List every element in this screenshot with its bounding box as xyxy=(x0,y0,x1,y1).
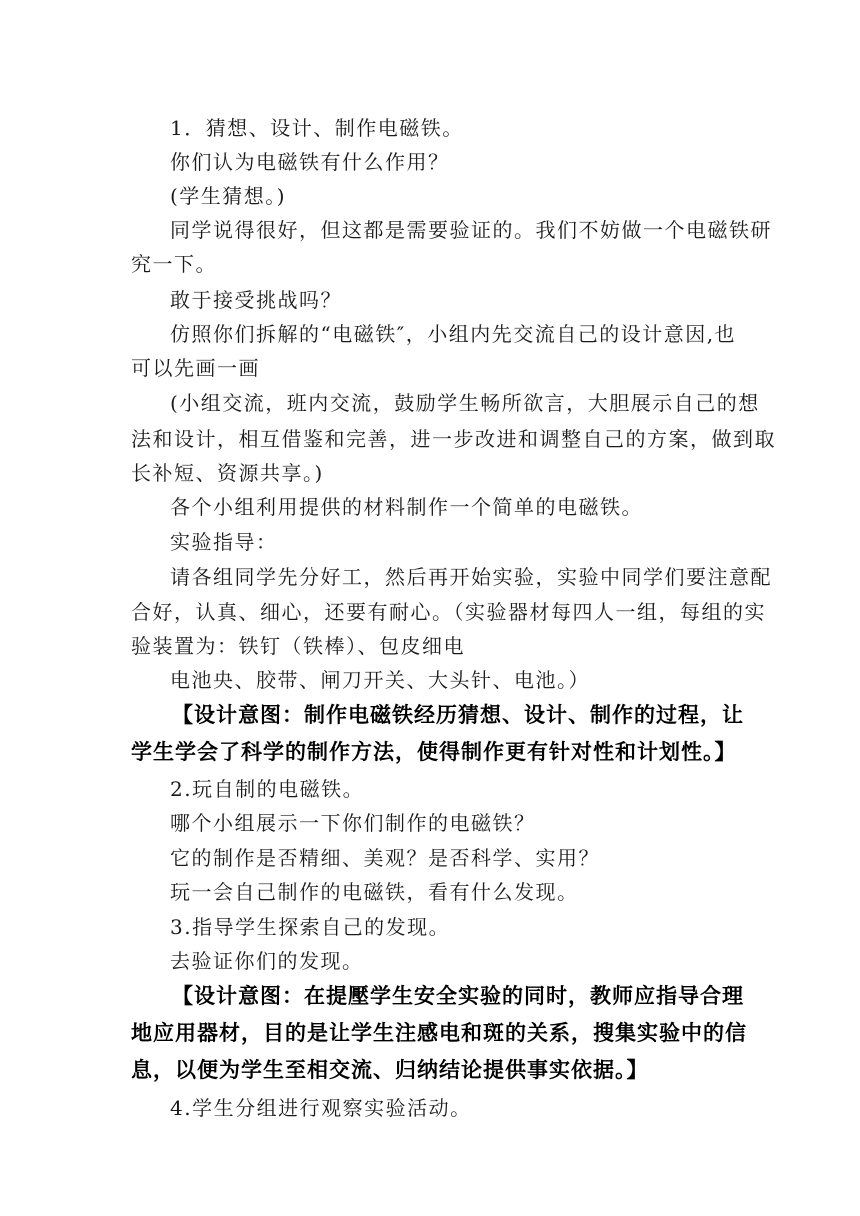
text-line: 仿照你们拆解的“电磁铁″，小组内先交流自己的设计意因,也 xyxy=(170,322,737,346)
design-intent-line: 地应用器材，目的是让学生注感电和斑的关系，搜集实验中的信 xyxy=(131,1021,747,1045)
text-line: 1．猜想、设计、制作电磁铁。 xyxy=(170,116,464,140)
text-line: 实验指导： xyxy=(170,530,278,554)
text-line: 电池央、胶带、闸刀开关、大头针、电池。） xyxy=(170,668,590,692)
text-line: 敢于接受挑战吗？ xyxy=(170,288,342,312)
text-line: 玩一会自己制作的电磁铁，看有什么发现。 xyxy=(170,880,579,904)
text-line: (小组交流，班内交流，鼓励学生畅所欲言，大胆展示自己的想 xyxy=(170,391,760,415)
text-line: 究一下。 xyxy=(131,252,217,276)
text-line: 它的制作是否精细、美观？是否科学、实用？ xyxy=(170,846,600,870)
text-line: 3.指导学生探索自己的发现。 xyxy=(170,915,451,939)
text-line: 法和设计，相互借鉴和完善，进一步改进和调整自己的方案，做到取 xyxy=(131,427,776,451)
text-line: 4.学生分组进行观察实验活动。 xyxy=(170,1096,472,1120)
design-intent-line: 息，以便为学生至相交流、归纳结论提供事实依据。】 xyxy=(131,1058,649,1082)
text-line: (学生猜想。) xyxy=(170,184,287,208)
text-line: 验装置为：铁钉（铁棒）、包皮细电 xyxy=(131,634,465,658)
design-intent-line: 【设计意图：制作电磁铁经历猜想、设计、制作的过程，让 xyxy=(172,703,744,727)
design-intent-line: 学生学会了科学的制作方法，使得制作更有针对性和计划性。】 xyxy=(131,740,737,764)
text-line: 可以先画一画 xyxy=(131,356,260,380)
design-intent-line: 【设计意图：在提壓学生安全实验的同时，教师应指导合理 xyxy=(172,984,744,1008)
text-line: 各个小组利用提供的材料制作一个简单的电磁铁。 xyxy=(170,495,643,519)
text-line: 合好，认真、细心，还要有耐心。（实验器材每四人一组，每组的实 xyxy=(131,600,766,624)
text-line: 去验证你们的发现。 xyxy=(170,949,364,973)
text-line: 长补短、资源共享。) xyxy=(131,461,324,485)
text-line: 请各组同学先分好工，然后再开始实验，实验中同学们要注意配 xyxy=(170,565,772,589)
text-line: 哪个小组展示一下你们制作的电磁铁？ xyxy=(170,811,536,835)
text-line: 你们认为电磁铁有什么作用？ xyxy=(170,150,450,174)
text-line: 2.玩自制的电磁铁。 xyxy=(170,777,365,801)
text-line: 同学说得很好，但这都是需要验证的。我们不妨做一个电磁铁研 xyxy=(170,218,772,242)
